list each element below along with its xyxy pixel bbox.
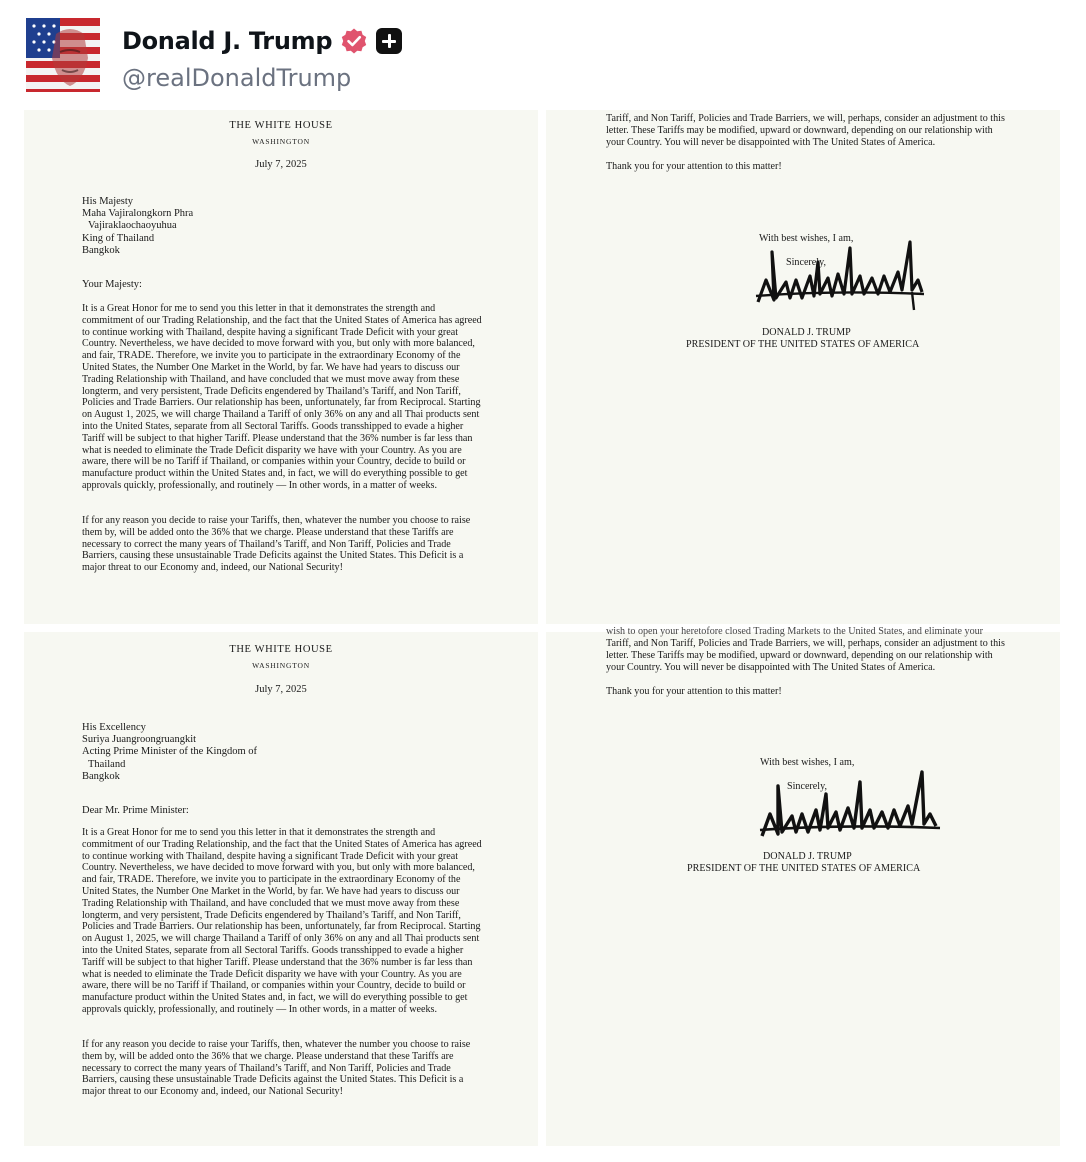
letterhead-subtitle: WASHINGTON <box>252 137 310 146</box>
sincerely-line: Sincerely, <box>786 257 826 268</box>
salutation: Dear Mr. Prime Minister: <box>82 805 189 816</box>
address-line: His Majesty <box>82 196 134 207</box>
salutation: Your Majesty: <box>82 279 142 290</box>
post-header <box>26 18 1066 98</box>
letter-date: July 7, 2025 <box>255 684 307 695</box>
plus-icon <box>376 28 402 54</box>
closing-line: With best wishes, I am, <box>760 757 855 768</box>
media-grid[interactable] <box>24 110 1060 1146</box>
cutoff-line: wish to open your heretofore closed Trading Markets to the United States, and eliminate your <box>606 626 984 637</box>
signer-title: PRESIDENT OF THE UNITED STATES OF AMERICA <box>687 863 921 874</box>
letter-image-pm-page1[interactable] <box>24 632 538 1146</box>
handle[interactable]: @realDonaldTrump <box>122 64 352 92</box>
letter-image-pm-page2[interactable] <box>546 626 1060 1146</box>
address-line: Thailand <box>88 758 126 770</box>
letterhead-title: THE WHITE HOUSE <box>229 644 333 655</box>
address-line: Bangkok <box>82 770 120 782</box>
signature-image <box>752 232 932 322</box>
letter-date: July 7, 2025 <box>255 159 307 170</box>
address-line: Vajiraklaochaoyuhua <box>88 220 177 232</box>
avatar-image <box>26 18 100 92</box>
body-paragraph: If for any reason you decide to raise your Tariffs, then, whatever the number you choose to raise them by, will be added onto the 36% that we charge. Please understand that these Tariffs are necessary to correct the many years of Thailand’s Tariff, and Non Tariff, Policies and Trade Barriers, causing these unsustainable Trade Deficits against the United States. This Deficit is a major threat to our Economy and, indeed, our National Security! <box>82 515 471 574</box>
thanks-line: Thank you for your attention to this matter! <box>606 686 782 697</box>
display-name[interactable]: Donald J. Trump <box>122 27 333 55</box>
body-paragraph: It is a Great Honor for me to send you this letter in that it demonstrates the strength and commitment of our Trading Relationship, and the fact that the United States of America has agreed to continue working with Thailand, despite having a significant Trade Deficit with your great Country. Nevertheless, we have decided to move forward with you, but only with more balanced, and fair, TRADE. Therefore, we invite you to participate in the extraordinary Economy of the United States, the Number One Market in the World, by far. We have had years to discuss our Trading Relationship with Thailand, and have concluded that we must move away from these longterm, and very persistent, Trade Deficits engendered by Thailand’s Tariff, and Non Tariff, Policies and Trade Barriers. Our relationship has been, unfortunately, far from Reciprocal. Starting on August 1, 2025, we will charge Thailand a Tariff of only 36% on any and all Thai products sent into the United States, separate from all Sectoral Tariffs. Goods transshipped to evade a higher Tariff will be subject to that higher Tariff. Please understand that the 36% number is far less than what is needed to eliminate the Trade Deficit disparity we have with your Country. As you are aware, there will be no Tariff if Thailand, or companies within your Country, decide to build or manufacture product within the United States and, in fact, we will do everything possible to get approvals quickly, professionally, and routinely — In other words, in a matter of weeks. <box>82 303 482 491</box>
letterhead-title: THE WHITE HOUSE <box>229 120 333 131</box>
closing-line: With best wishes, I am, <box>759 233 854 244</box>
address-line: Acting Prime Minister of the Kingdom of <box>82 746 257 758</box>
signer-name: DONALD J. TRUMP <box>763 851 852 862</box>
continuation-paragraph: Tariff, and Non Tariff, Policies and Trade Barriers, we will, perhaps, consider an adjustment to this letter. These Tariffs may be modified, upward or downward, depending on our relationship with your Country. You will never be disappointed with The United States of America. <box>606 113 1005 148</box>
signature-image <box>756 764 946 854</box>
continuation-paragraph: Tariff, and Non Tariff, Policies and Trade Barriers, we will, perhaps, consider an adjustment to this letter. These Tariffs may be modified, upward or downward, depending on our relationship with your Country. You will never be disappointed with The United States of America. <box>606 638 1005 673</box>
verified-icon <box>340 27 368 55</box>
letter-image-king-page2[interactable] <box>546 110 1060 624</box>
thanks-line: Thank you for your attention to this matter! <box>606 161 782 172</box>
address-line: Bangkok <box>82 244 120 256</box>
recipient-address <box>82 196 193 257</box>
body-paragraph: It is a Great Honor for me to send you this letter in that it demonstrates the strength and commitment of our Trading Relationship, and the fact that the United States of America has agreed to continue working with Thailand, despite having a significant Trade Deficit with your great Country. Nevertheless, we have decided to move forward with you, but only with more balanced, and fair, TRADE. Therefore, we invite you to participate in the extraordinary Economy of the United States, the Number One Market in the World, by far. We have had years to discuss our Trading Relationship with Thailand, and have concluded that we must move away from these longterm, and very persistent, Trade Deficits engendered by Thailand’s Tariff, and Non Tariff, Policies and Trade Barriers. Our relationship has been, unfortunately, far from Reciprocal. Starting on August 1, 2025, we will charge Thailand a Tariff of only 36% on any and all Thai products sent into the United States, separate from all Sectoral Tariffs. Goods transshipped to evade a higher Tariff will be subject to that higher Tariff. Please understand that the 36% number is far less than what is needed to eliminate the Trade Deficit disparity we have with your Country. As you are aware, there will be no Tariff if Thailand, or companies within your Country, decide to build or manufacture product within the United States and, in fact, we will do everything possible to get approvals quickly, professionally, and routinely — In other words, in a matter of weeks. <box>82 827 482 1015</box>
signer-title: PRESIDENT OF THE UNITED STATES OF AMERICA <box>686 339 920 350</box>
body-paragraph: If for any reason you decide to raise your Tariffs, then, whatever the number you choose to raise them by, will be added onto the 36% that we charge. Please understand that these Tariffs are necessary to correct the many years of Thailand’s Tariff, and Non Tariff, Policies and Trade Barriers, causing these unsustainable Trade Deficits against the United States. This Deficit is a major threat to our Economy and, indeed, our National Security! <box>82 1039 471 1098</box>
signer-name: DONALD J. TRUMP <box>762 327 851 338</box>
letterhead-subtitle: WASHINGTON <box>252 661 310 670</box>
name-row <box>122 24 402 58</box>
recipient-address <box>82 722 257 783</box>
address-line: King of Thailand <box>82 232 155 244</box>
avatar[interactable] <box>26 18 100 92</box>
letter-image-king-page1[interactable] <box>24 110 538 624</box>
sincerely-line: Sincerely, <box>787 781 827 792</box>
address-line: His Excellency <box>82 722 146 733</box>
address-line: Maha Vajiralongkorn Phra <box>82 208 194 220</box>
address-line: Suriya Juangroongruangkit <box>82 734 197 746</box>
